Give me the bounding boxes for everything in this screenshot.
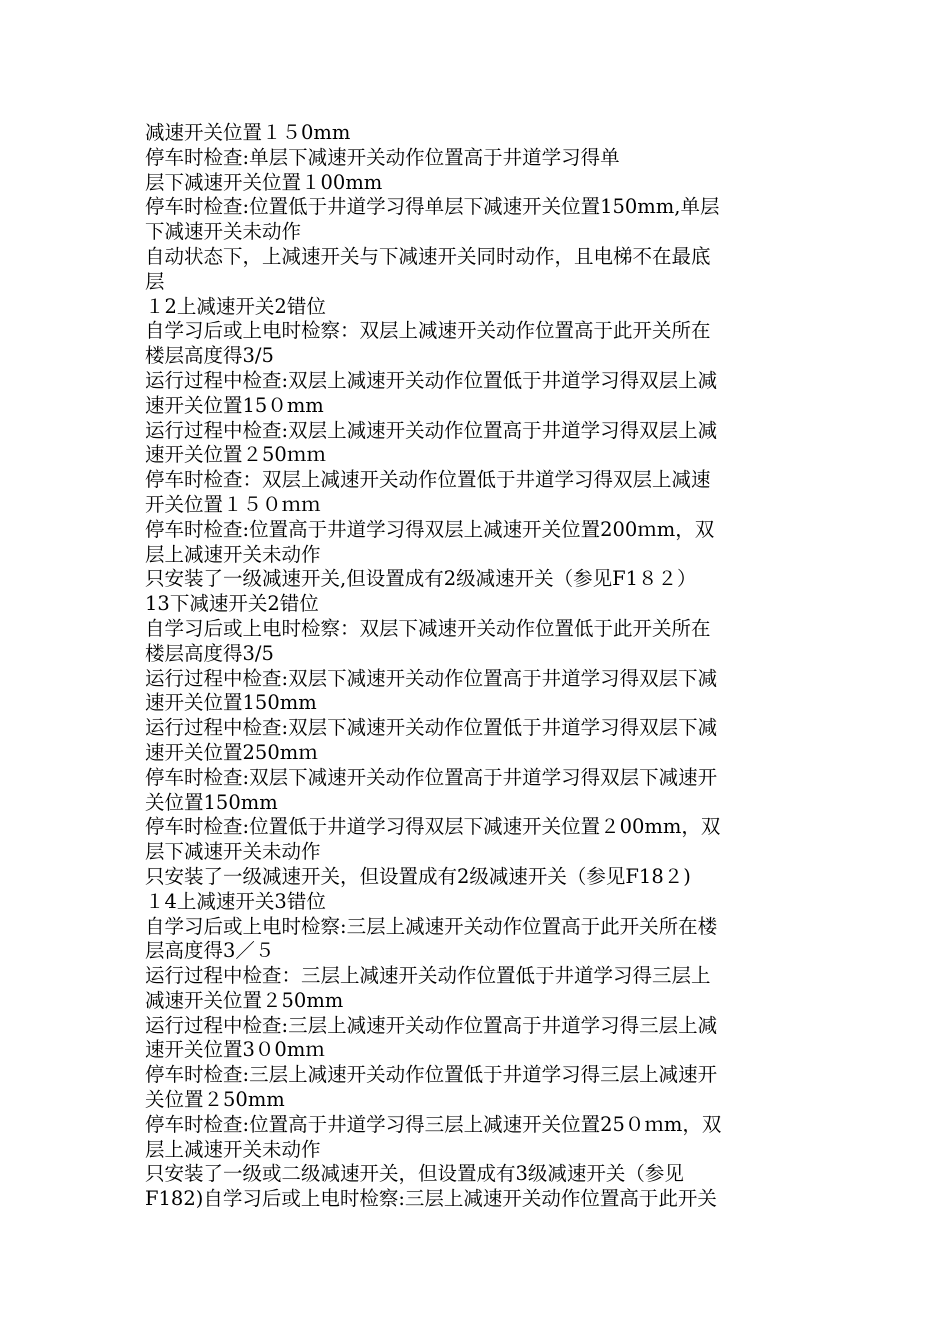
text-line: 减速开关位置１５0mm <box>145 121 351 144</box>
text-line: 层高度得3／５ <box>145 939 275 963</box>
text-line: 关位置150mm <box>145 790 278 814</box>
text-line: 自学习后或上电时检察：双层下减速开关动作位置低于此开关所在 <box>145 616 711 640</box>
text-line: 开关位置１５０ｍｍ <box>145 492 321 516</box>
text-line: 速开关位置150mm <box>145 691 317 715</box>
text-line: 速开关位置250mｍ <box>145 740 318 764</box>
text-line: 减速开关位置２50mm <box>145 988 344 1012</box>
text-line: 13下减速开关2错位 <box>145 592 319 616</box>
text-line: 停车时检查:位置低于井道学习得双层下减速开关位置２00mm，双 <box>145 815 721 839</box>
text-line: 运行过程中检查:双层下减速开关动作位置低于井道学习得双层下减 <box>145 716 718 740</box>
text-line: 层上减速开关未动作 <box>145 542 321 566</box>
text-line: 停车时检查:双层下减速开关动作位置高于井道学习得双层下减速开 <box>145 765 718 789</box>
text-line: 只安装了一级减速开关，但设置成有2级减速开关（参见F18２) <box>145 864 691 888</box>
text-line: 运行过程中检查:双层下减速开关动作位置高于井道学习得双层下减 <box>145 666 718 690</box>
text-line: 层下减速开关位置１00mm <box>145 170 383 194</box>
text-line: 运行过程中检查:三层上减速开关动作位置高于井道学习得三层上减 <box>145 1013 718 1037</box>
text-line: 自学习后或上电时检察：双层上减速开关动作位置高于此开关所在 <box>145 319 711 343</box>
text-line: 层上减速开关未动作 <box>145 1137 321 1161</box>
text-line: 速开关位置15０mm <box>145 393 324 417</box>
text-line: 速开关位置3０0mｍ <box>145 1038 325 1062</box>
text-line: 只安装了一级或二级减速开关，但设置成有3级减速开关（参见 <box>145 1162 684 1186</box>
text-line: 停车时检查:位置高于井道学习得双层上减速开关位置200ｍm，双 <box>145 517 715 541</box>
text-line: 停车时检查:位置低于井道学习得单层下减速开关位置150mm,单层 <box>145 195 720 219</box>
text-line: 只安装了一级减速开关,但设置成有2级减速开关（参见F1８２） <box>145 567 697 591</box>
text-line: 停车时检查:位置高于井道学习得三层上减速开关位置25０ｍm，双 <box>145 1112 722 1136</box>
text-line: F182)自学习后或上电时检察:三层上减速开关动作位置高于此开关 <box>145 1187 717 1211</box>
text-line: 停车时检查:单层下减速开关动作位置高于井道学习得单 <box>145 145 620 169</box>
text-line: 下减速开关未动作 <box>145 220 302 244</box>
text-line: 层下减速开关未动作 <box>145 840 321 864</box>
text-line: １4上减速开关3错位 <box>145 889 326 913</box>
text-line: 楼层高度得3/5 <box>145 344 274 368</box>
text-line: 速开关位置２50ｍｍ <box>145 443 326 467</box>
text-line: 运行过程中检查：三层上减速开关动作位置低于井道学习得三层上 <box>145 964 711 988</box>
text-line: 关位置２50mm <box>145 1088 285 1112</box>
text-line: 层 <box>145 269 165 293</box>
text-line: 停车时检查：双层上减速开关动作位置低于井道学习得双层上减速 <box>145 468 711 492</box>
text-line: １2上减速开关2错位 <box>145 294 326 318</box>
text-line: 楼层高度得3/5 <box>145 641 274 665</box>
text-line: 自学习后或上电时检察:三层上减速开关动作位置高于此开关所在楼 <box>145 914 718 938</box>
text-line: 运行过程中检查:双层上减速开关动作位置高于井道学习得双层上减 <box>145 418 718 442</box>
document-body <box>145 121 810 1212</box>
text-line: 停车时检查:三层上减速开关动作位置低于井道学习得三层上减速开 <box>145 1063 718 1087</box>
text-line: 自动状态下，上减速开关与下减速开关同时动作，且电梯不在最底 <box>145 244 711 268</box>
text-line: 运行过程中检查:双层上减速开关动作位置低于井道学习得双层上减 <box>145 368 718 392</box>
